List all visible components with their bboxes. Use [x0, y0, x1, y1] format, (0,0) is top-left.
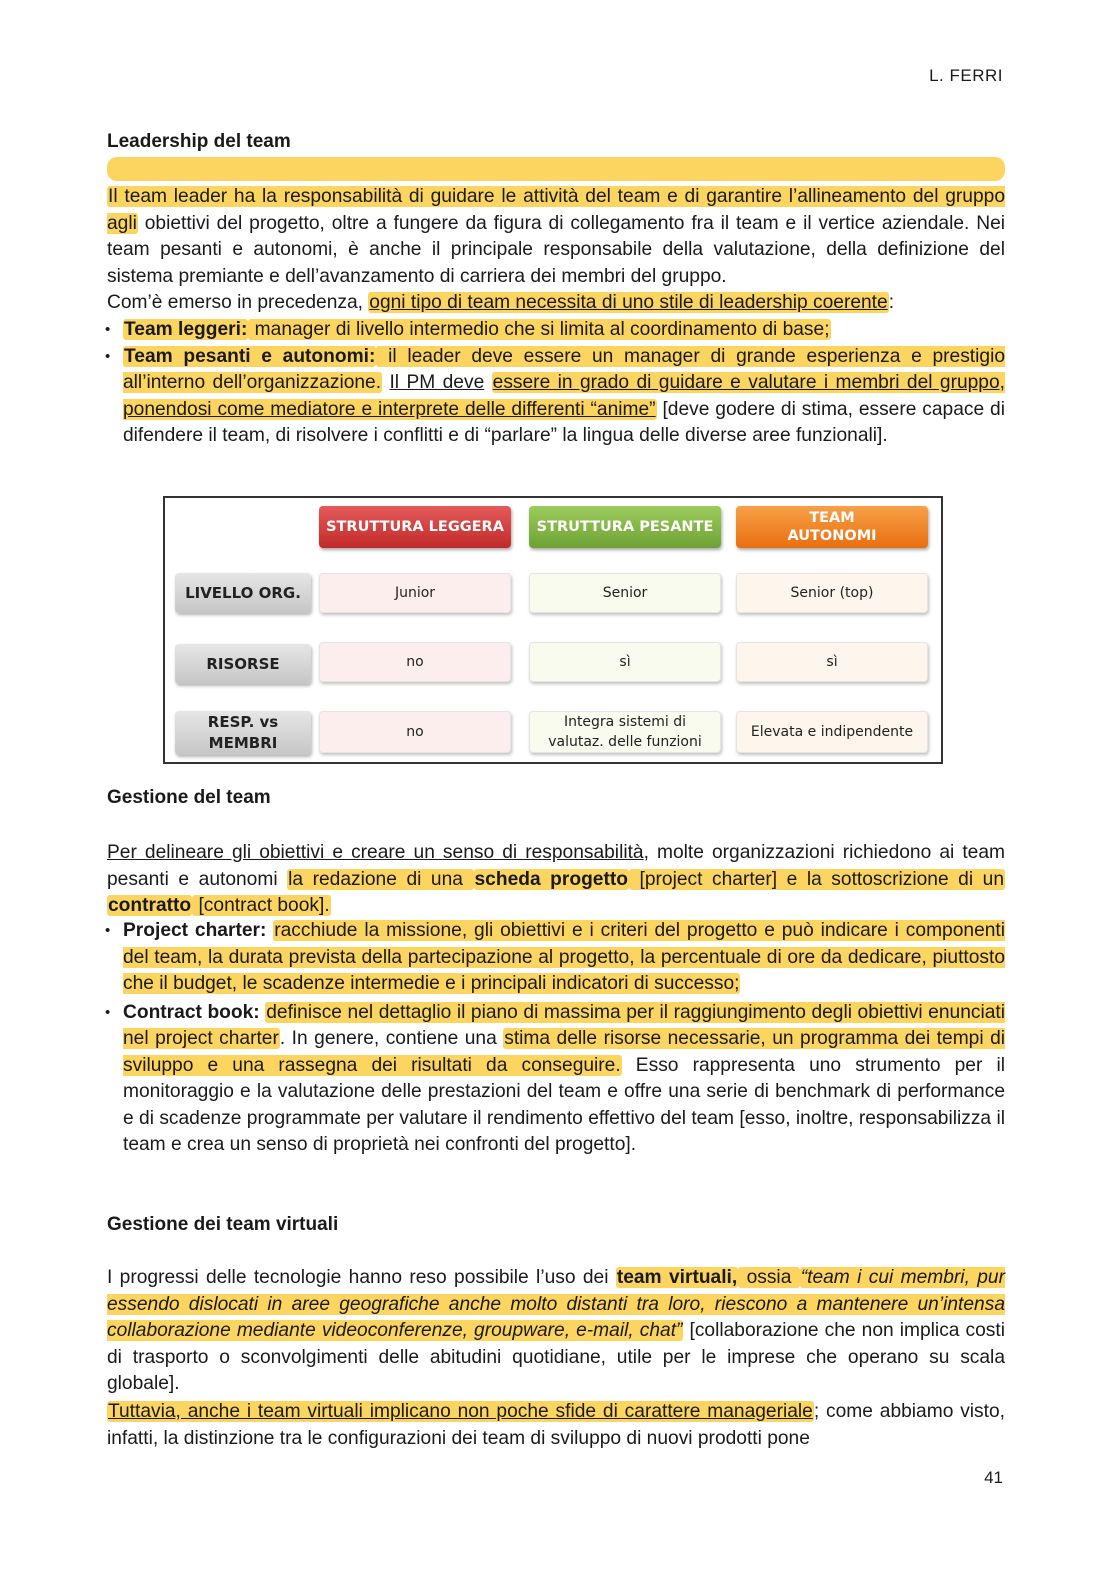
highlight-bar: [107, 157, 1005, 181]
virtuali-paragraph-2: Tuttavia, anche i team virtuali implicano non poche sfide di carattere manageriale; come abbiamo visto, infatti, la distinzione tra le configurazioni dei team di sviluppo di nuovi prodotti pone: [107, 1401, 1005, 1449]
row-label-resp: RESP. vs MEMBRI: [175, 711, 311, 755]
list-item: • Project charter: racchiude la missione, gli obiettivi e i criteri del progetto e può indicare i componenti del team, la durata prevista della partecipazione al progetto, la percentuale di ore da dedicare, piuttosto che il budget, le scadenze intermedie e i principali indicatori di successo;: [107, 918, 1005, 998]
list-item: • Contract book: definisce nel dettaglio il piano di massima per il raggiungimento degli obiettivi enunciati nel project charter. In genere, contiene una stima delle risorse necessarie, un programma dei tempi di sviluppo e una rassegna dei risultati da conseguire. Esso rappresenta uno strumento per il monitoraggio e la valutazione delle prestazioni del team e offre una serie di benchmark di performance e di scadenze programmate per valutare il rendimento effettivo del team [esso, inoltre, responsabilizza il team e crea un senso di proprietà nei confronti del progetto].: [107, 1000, 1005, 1159]
list-item: • Team pesanti e autonomi: il leader deve essere un manager di grande esperienza e prestigio all’interno dell’organizzazione. Il PM deve essere in grado di guidare e valutare i membri del gruppo, ponendosi come mediatore e interprete delle differenti “anime” [deve godere di stima, essere capace di difendere il team, di risolvere i conflitti e di “parlare” la lingua delle diverse aree funzionali].: [107, 344, 1005, 450]
table-cell: Senior (top): [736, 573, 928, 613]
row-label-livello: LIVELLO ORG.: [175, 573, 311, 613]
virtuali-paragraph-1: I progressi delle tecnologie hanno reso possibile l’uso dei team virtuali, ossia “team i cui membri, pur essendo dislocati in aree geografiche anche molto distanti tra loro, riescono a mantenere un’intensa collaborazione mediante videoconferenze, groupware, e-mail, chat” [collaborazione che non implica costi di trasporto o sconvolgimenti delle abitudini quotidiane, utile per le imprese che operano su scala globale].: [107, 1267, 1005, 1394]
table-cell: Elevata e indipendente: [736, 711, 928, 753]
header-struttura-pesante: STRUTTURA PESANTE: [529, 506, 721, 548]
highlight: Il team leader ha la responsabilità di guidare le attività del team e di garantire l’allineamento del gruppo agli: [107, 186, 1005, 234]
table-cell: Integra sistemi di valutaz. delle funzioni: [529, 711, 721, 753]
row-label-risorse: RISORSE: [175, 644, 311, 684]
author-header: L. FERRI: [929, 66, 1003, 85]
gestione-paragraph-1: Per delineare gli obiettivi e creare un senso di responsabilità, molte organizzazioni richiedono ai team pesanti e autonomi la redazione di una scheda progetto [project charter] e la sottoscrizione di un contratto [contract book].: [107, 842, 1005, 916]
section-title-leadership: Leadership del team: [107, 131, 291, 152]
table-cell: no: [319, 642, 511, 682]
table-cell: Junior: [319, 573, 511, 613]
page-number: 41: [984, 1468, 1003, 1487]
table-cell: no: [319, 711, 511, 753]
leadership-table-figure: [163, 496, 943, 764]
header-struttura-leggera: STRUTTURA LEGGERA: [319, 506, 511, 548]
leadership-paragraph-2: Com’è emerso in precedenza, ogni tipo di team necessita di uno stile di leadership coerente:: [107, 292, 895, 313]
leadership-paragraph-1: Il team leader ha la responsabilità di guidare le attività del team e di garantire l’allineamento del gruppo agli obiettivi del progetto, oltre a fungere da figura di collegamento fra il team e il vertice aziendale. Nei team pesanti e autonomi, è anche il principale responsabile della valutazione, della definizione del sistema premiante e dell’avanzamento di carriera dei membri del gruppo.: [107, 186, 1005, 287]
section-title-virtuali: Gestione dei team virtuali: [107, 1214, 339, 1235]
table-cell: Senior: [529, 573, 721, 613]
header-team-autonomi: TEAM AUTONOMI: [736, 506, 928, 548]
highlight: ogni tipo di team necessita di uno stile di leadership coerente: [369, 292, 888, 313]
section-title-gestione: Gestione del team: [107, 787, 271, 808]
table-cell: sì: [736, 642, 928, 682]
list-item: • Team leggeri: manager di livello intermedio che si limita al coordinamento di base;: [107, 317, 1005, 344]
leadership-bullets: [107, 317, 1005, 450]
gestione-bullets: [107, 918, 1005, 1159]
table-cell: sì: [529, 642, 721, 682]
